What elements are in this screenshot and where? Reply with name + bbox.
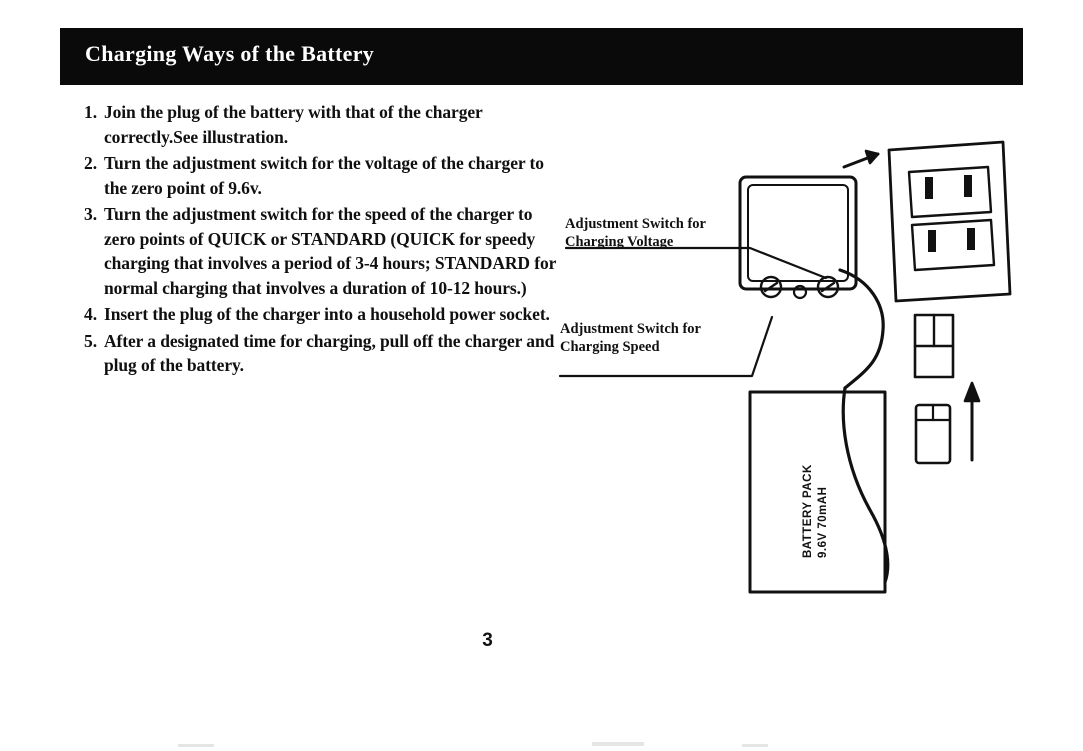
callout-voltage-line1: Adjustment Switch for (565, 216, 706, 232)
scan-artifact (592, 742, 644, 746)
step-text: Turn the adjustment switch for the speed of the charger to zero points of QUICK or STANDARD (QUICK for speedy charging that involves a period of 3-4 hours; STANDARD for normal charging that involves a duration of 10-12 hours.) (104, 204, 556, 298)
callout-speed-line2: Charging Speed (560, 339, 660, 355)
step-number: 1. (84, 102, 98, 122)
list-item (84, 151, 564, 200)
page-title: Charging Ways of the Battery (85, 41, 375, 66)
arrow-to-socket-icon (844, 151, 878, 167)
step-number: 4. (84, 304, 98, 324)
list-item (84, 202, 564, 300)
step-number: 3. (84, 204, 98, 224)
callout-voltage-line2: Charging Voltage (565, 234, 674, 250)
scan-artifact (742, 744, 768, 747)
battery-connector-icon (916, 405, 950, 463)
step-text: Insert the plug of the charger into a household power socket. (104, 304, 550, 324)
page-number: 3 (482, 630, 493, 651)
list-item (84, 329, 564, 378)
battery-pack-label (786, 440, 829, 570)
step-text: Turn the adjustment switch for the voltage of the charger to the zero point of 9.6v. (104, 153, 544, 198)
scan-artifact (178, 744, 214, 747)
wall-plate-icon (889, 142, 1010, 301)
step-number: 2. (84, 153, 98, 173)
battery-pack-rating: 9.6V 70mAH (817, 486, 829, 558)
plug-block-icon (915, 315, 953, 377)
leader-line-voltage (566, 248, 826, 278)
callout-speed-line1: Adjustment Switch for (560, 321, 701, 337)
arrow-up-icon (965, 383, 979, 460)
step-text: Join the plug of the battery with that of the charger correctly.See illustration. (104, 102, 483, 147)
list-item (84, 302, 564, 327)
list-item (84, 100, 564, 149)
battery-cable (843, 388, 888, 582)
instruction-list (84, 100, 564, 380)
charger-body (740, 177, 856, 298)
battery-pack-name: BATTERY PACK (802, 464, 814, 558)
callout-speed (560, 320, 701, 356)
step-text: After a designated time for charging, pull off the charger and plug of the battery. (104, 330, 555, 375)
step-number: 5. (84, 330, 98, 351)
callout-voltage (565, 215, 706, 251)
